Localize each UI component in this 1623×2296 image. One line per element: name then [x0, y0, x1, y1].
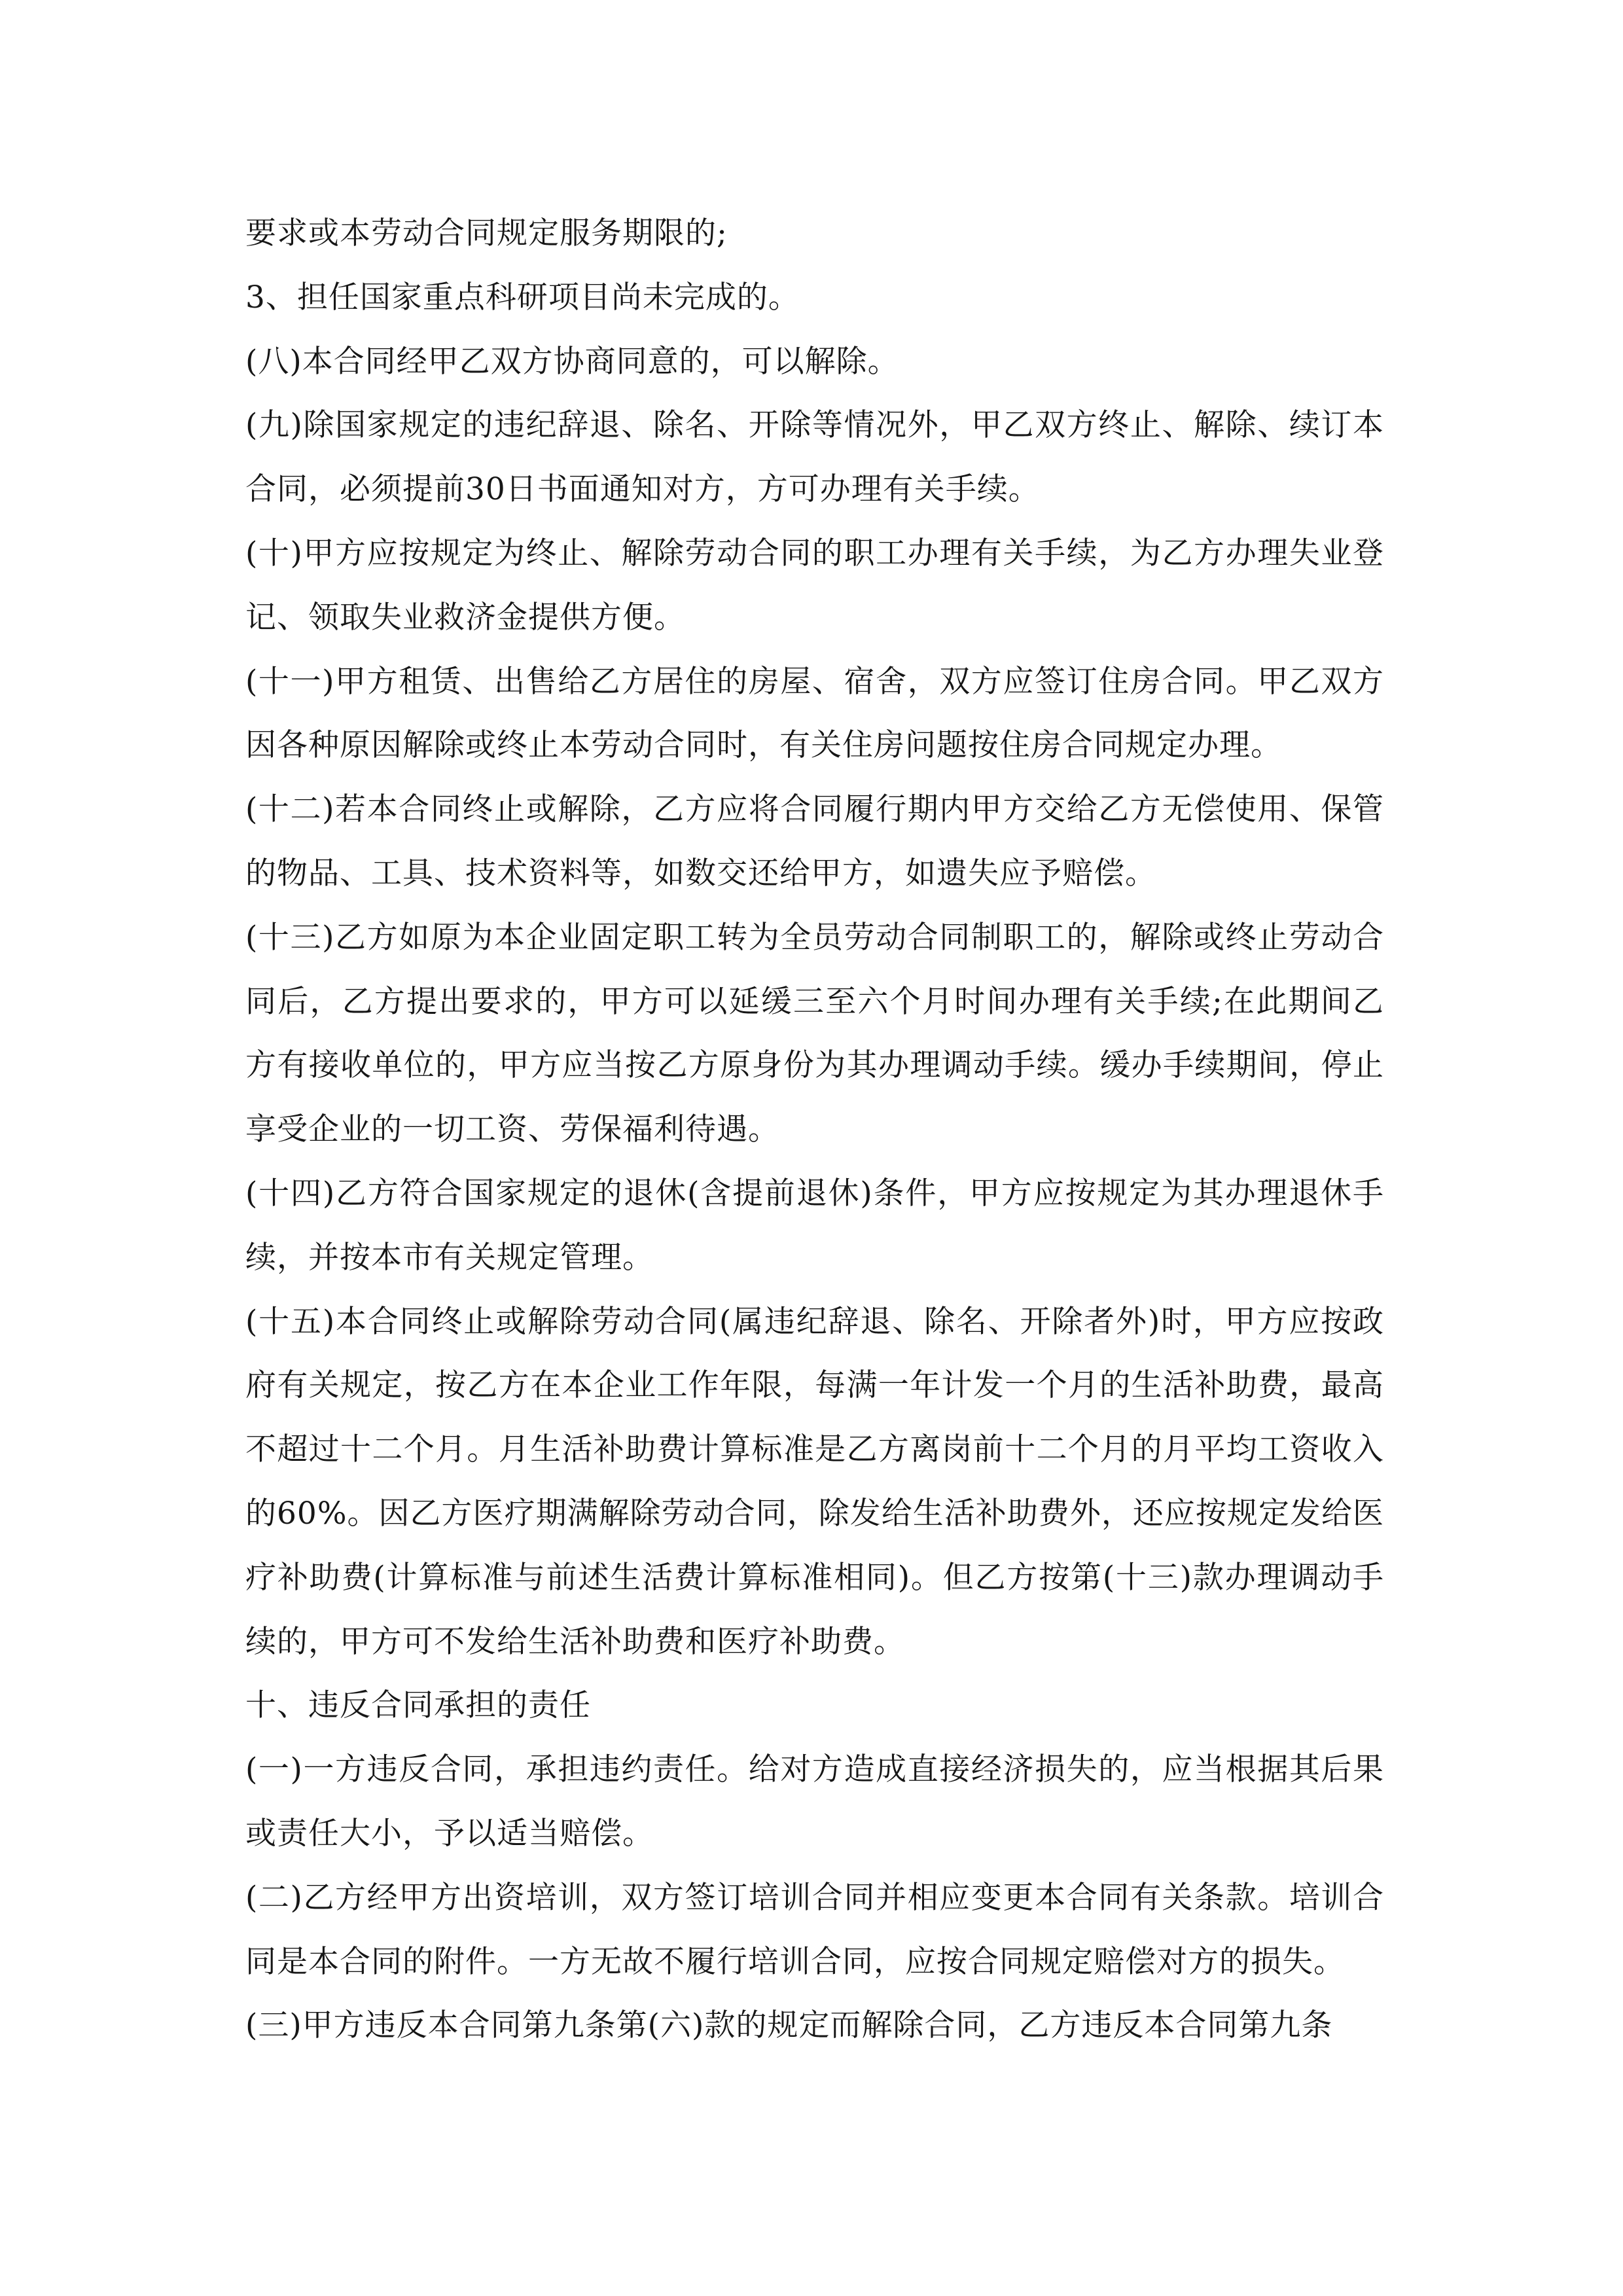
paragraph-research-project: 3、担任国家重点科研项目尚未完成的。	[245, 279, 800, 315]
paragraph-clause-15: (十五)本合同终止或解除劳动合同(属违纪辞退、除名、开除者外)时，甲方应按政府有关规定，按乙方在本企业工作年限，每满一年计发一个月的生活补助费，最高不超过十二个月。月生活补助费计算标准是乙方离岗前十二个月的月平均工资收入的60%。因乙方医疗期满解除劳动合同，除发给生活补助费外，还应按规定发给医疗补助费(计算标准与前述生活费计算标准相同)。但乙方按第(十三)款办理调动手续的，甲方可不发给生活补助费和医疗补助费。	[245, 1303, 1384, 1660]
paragraph-clause-8: (八)本合同经甲乙双方协商同意的，可以解除。	[245, 343, 899, 380]
paragraph-service-term: 要求或本劳动合同规定服务期限的;	[245, 215, 728, 251]
paragraph-liability-1: (一)一方违反合同，承担违约责任。给对方造成直接经济损失的，应当根据其后果或责任大小，予以适当赔偿。	[245, 1751, 1384, 1852]
section-heading-liability: 十、违反合同承担的责任	[245, 1687, 591, 1724]
paragraph-clause-11: (十一)甲方租赁、出售给乙方居住的房屋、宿舍，双方应签订住房合同。甲乙双方因各种原因解除或终止本劳动合同时，有关住房问题按住房合同规定办理。	[245, 663, 1384, 764]
paragraph-clause-14: (十四)乙方符合国家规定的退休(含提前退休)条件，甲方应按规定为其办理退休手续，并按本市有关规定管理。	[245, 1175, 1384, 1276]
paragraph-liability-2: (二)乙方经甲方出资培训，双方签订培训合同并相应变更本合同有关条款。培训合同是本合同的附件。一方无故不履行培训合同，应按合同规定赔偿对方的损失。	[245, 1879, 1384, 1980]
paragraph-liability-3: (三)甲方违反本合同第九条第(六)款的规定而解除合同，乙方违反本合同第九条	[245, 2007, 1333, 2044]
paragraph-clause-10: (十)甲方应按规定为终止、解除劳动合同的职工办理有关手续，为乙方办理失业登记、领取失业救济金提供方便。	[245, 535, 1384, 636]
paragraph-clause-13: (十三)乙方如原为本企业固定职工转为全员劳动合同制职工的，解除或终止劳动合同后，乙方提出要求的，甲方可以延缓三至六个月时间办理有关手续;在此期间乙方有接收单位的，甲方应当按乙方原身份为其办理调动手续。缓办手续期间，停止享受企业的一切工资、劳保福利待遇。	[245, 919, 1384, 1148]
paragraph-clause-12: (十二)若本合同终止或解除，乙方应将合同履行期内甲方交给乙方无偿使用、保管的物品、工具、技术资料等，如数交还给甲方，如遗失应予赔偿。	[245, 791, 1384, 891]
paragraph-clause-9: (九)除国家规定的违纪辞退、除名、开除等情况外，甲乙双方终止、解除、续订本合同，必须提前30日书面通知对方，方可办理有关手续。	[245, 407, 1384, 508]
document-body	[245, 202, 1384, 2058]
